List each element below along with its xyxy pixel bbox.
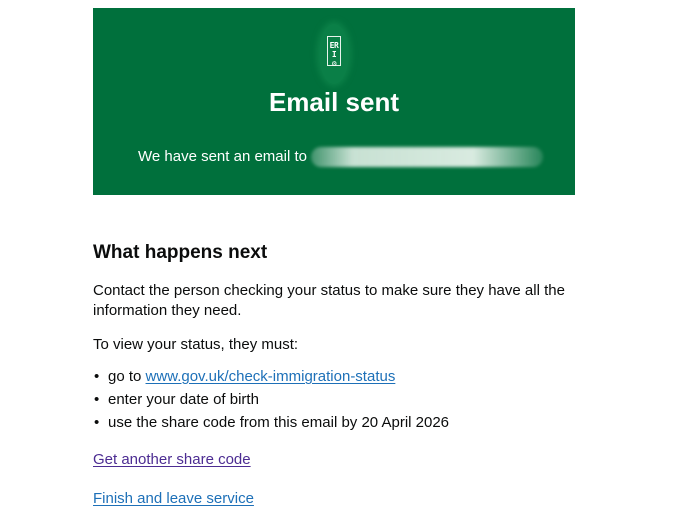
what-happens-next-heading: What happens next bbox=[93, 242, 268, 263]
crest-text-bottom: I ⚙ bbox=[331, 50, 337, 68]
royal-crest-icon bbox=[327, 36, 341, 66]
view-status-paragraph: To view your status, they must: bbox=[93, 336, 299, 353]
step-1-prefix: go to bbox=[108, 368, 146, 385]
finish-and-leave-service-link[interactable]: Finish and leave service bbox=[93, 490, 254, 507]
crest-logo bbox=[319, 24, 349, 84]
get-another-share-code-link[interactable]: Get another share code bbox=[93, 451, 251, 468]
panel-body bbox=[138, 147, 543, 167]
bullet-icon: • bbox=[94, 368, 100, 385]
confirmation-panel bbox=[93, 8, 575, 195]
contact-paragraph: Contact the person checking your status to make sure they have all the information they need. bbox=[93, 282, 565, 319]
redacted-email-address bbox=[311, 147, 543, 167]
list-item bbox=[93, 367, 449, 390]
steps-list bbox=[93, 367, 449, 436]
bullet-icon: • bbox=[94, 391, 100, 408]
step-3-text: use the share code from this email by 20 April 2026 bbox=[108, 414, 450, 431]
step-2-text: enter your date of birth bbox=[108, 391, 259, 408]
main-content bbox=[93, 240, 575, 507]
bullet-icon: • bbox=[94, 414, 100, 431]
list-item bbox=[93, 413, 449, 436]
check-immigration-status-link[interactable]: www.gov.uk/check-immigration-status bbox=[145, 368, 396, 385]
list-item bbox=[93, 390, 449, 413]
panel-body-text: We have sent an email to bbox=[138, 148, 307, 165]
panel-title: Email sent bbox=[268, 87, 400, 117]
crest-text-top: ER bbox=[329, 41, 339, 50]
